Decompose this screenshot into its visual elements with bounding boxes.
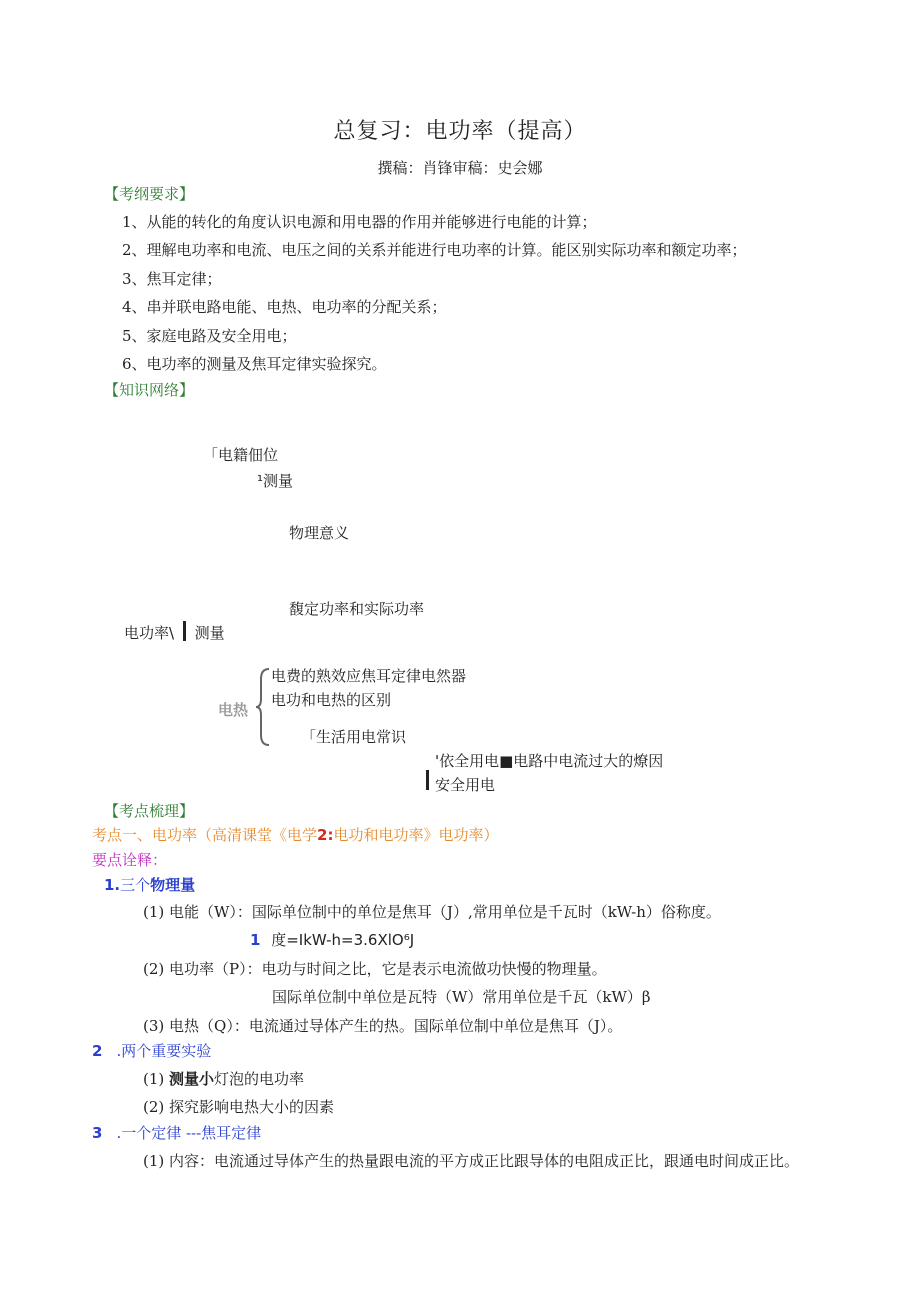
syllabus-item-6: 6、电功率的测量及焦耳定律实验探究。 [122, 355, 387, 373]
network-heat-4: '依全用电■电路中电流过大的燎因 [435, 752, 664, 770]
topic-text-c: 电功和电功率》电功率） [333, 826, 499, 844]
network-power-node [124, 621, 225, 643]
network-heat-5: 安全用电 [435, 776, 496, 794]
curly-brace-icon [255, 667, 271, 747]
network-heading: 【知识网络】 [104, 381, 195, 399]
topic-text-b: 2: [317, 826, 334, 844]
author-line: 撰稿：肖锋审稿：史会娜 [377, 159, 543, 177]
topic-line [92, 824, 498, 845]
section-1-num: 1. [104, 876, 121, 894]
syllabus-item-5: 5、家庭电路及安全用电； [122, 327, 297, 345]
bracket-bar [183, 621, 186, 641]
section-2-item-1-c: 灯泡的电功率 [214, 1070, 305, 1088]
section-1-title [104, 874, 195, 895]
page-title: 总复习：电功率（提高） [333, 119, 587, 144]
network-line-meaning: 物理意义 [289, 524, 350, 542]
syllabus-item-2: 2、理解电功率和电流、电压之间的关系并能进行电功率的计算。能区别实际功率和额定功率； [122, 241, 747, 259]
network-line-rated-power: 馥定功率和实际功率 [289, 600, 425, 618]
section-2-num: 2 [92, 1042, 103, 1060]
section-1-text-b: 物理量 [150, 876, 196, 894]
syllabus-item-3: 3、焦耳定律； [122, 270, 222, 288]
bracket-bar-2 [426, 770, 429, 790]
section-3-item-1: (1) 内容：电流通过导体产生的热量跟电流的平方成正比跟导体的电阻成正比，跟通电时间成正比。 [143, 1152, 800, 1170]
section-1-item-1b-num: 1 [250, 931, 261, 949]
section-1-item-3: (3) 电热（Q）：电流通过导体产生的热。国际单位制中单位是焦耳（J）。 [143, 1017, 623, 1035]
section-1-item-2b: 国际单位制中单位是瓦特（W）常用单位是千瓦（kW）β [272, 988, 651, 1006]
points-heading: 【考点梳理】 [104, 802, 195, 820]
syllabus-heading: 【考纲要求】 [104, 185, 195, 203]
network-heat-2: 电功和电热的区别 [271, 691, 392, 709]
section-3-num: 3 [92, 1124, 103, 1142]
syllabus-item-4: 4、串并联电路电能、电热、电功率的分配关系； [122, 298, 447, 316]
syllabus-item-1: 1、从能的转化的角度认识电源和用电器的作用并能够进行电能的计算； [122, 213, 597, 231]
section-2-item-1-a: (1) [143, 1070, 170, 1088]
section-2-item-1-b: 测量小 [169, 1070, 215, 1088]
network-heat-label: 电热 [218, 701, 249, 719]
section-1-text-a: 三个 [120, 876, 151, 894]
section-1-item-1b-text: 度=IkW-h=3.6XlO⁶J [271, 931, 415, 949]
network-heat-3: 「生活用电常识 [301, 728, 407, 746]
network-heat-1: 电费的熟效应焦耳定律电然器 [271, 667, 467, 685]
network-power-label: 电功率\ [124, 624, 175, 642]
section-3-title [92, 1122, 261, 1143]
network-line-unit: 「电籍佃位 [203, 446, 279, 464]
section-1-item-2: (2) 电功率（P）：电功与时间之比，它是表示电流做功快慢的物理量。 [143, 960, 607, 978]
section-2-item-1 [143, 1068, 304, 1089]
topic-text-a: 考点一、电功率（高清课堂《电学 [92, 826, 318, 844]
section-2-text: .两个重要实验 [116, 1042, 212, 1060]
section-2-item-2: (2) 探究影响电热大小的因素 [143, 1098, 335, 1116]
section-3-text: .一个定律 ---焦耳定律 [116, 1124, 262, 1142]
section-2-title [92, 1040, 211, 1061]
section-1-item-1b [250, 929, 414, 950]
network-power-measure: 测量 [194, 624, 225, 642]
explain-label: 要点诠释： [92, 851, 168, 869]
network-line-measure: ¹测量 [257, 472, 294, 490]
section-1-item-1: (1) 电能（W）：国际单位制中的单位是焦耳（J）,常用单位是千瓦时（kW-h）俗称度。 [143, 903, 721, 921]
